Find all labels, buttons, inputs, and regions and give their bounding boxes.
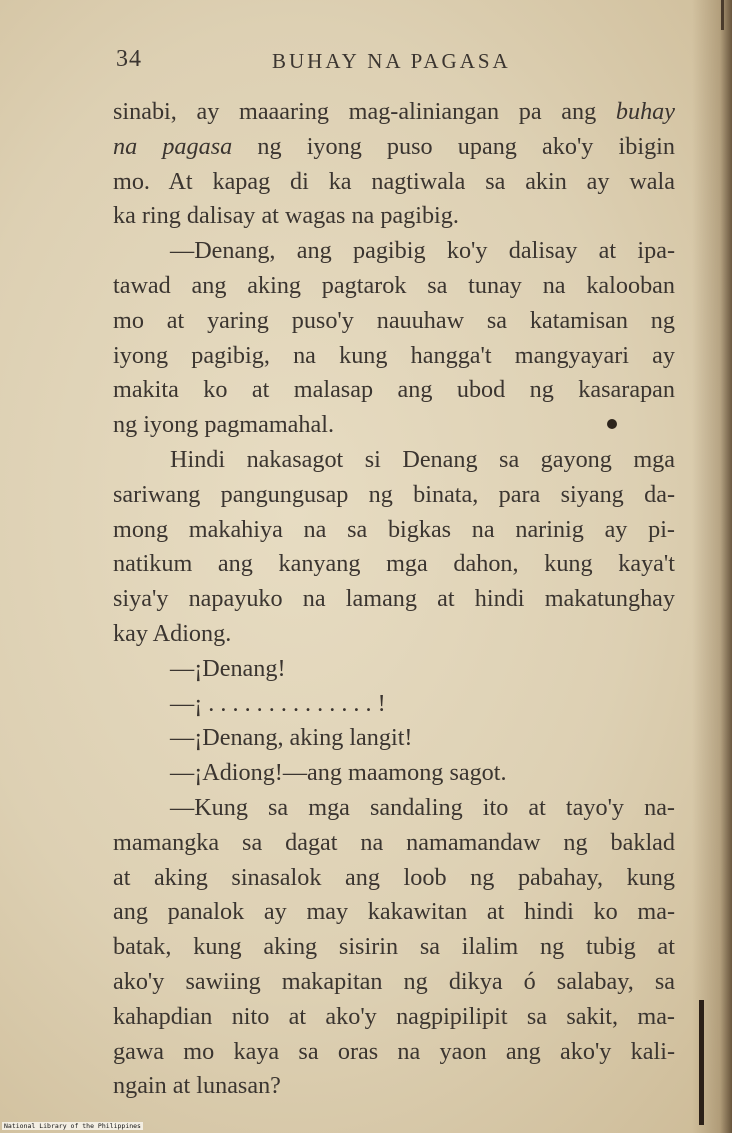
body-text — [113, 95, 675, 1104]
text-line: ang panalok ay may kakawitan at hindi ko ma- — [113, 898, 675, 926]
text-line: at aking sinasalok ang loob ng pabahay, kung — [113, 863, 675, 891]
text-line: tawad ang aking pagtarok sa tunay na kalooban — [113, 271, 675, 299]
text-line: —Kung sa mga sandaling ito at tayo'y na- — [170, 793, 675, 821]
italic-text: na pagasa — [113, 132, 233, 160]
text-line: ngain at lunasan? — [113, 1072, 281, 1100]
text-line: —Denang, ang pagibig ko'y dalisay at ipa- — [170, 237, 675, 265]
paragraph — [113, 130, 675, 165]
text-line: Hindi nakasagot si Denang sa gayong mga — [170, 445, 675, 473]
text-line: kahapdian nito at ako'y nagpipilipit sa sakit, ma- — [113, 1002, 675, 1030]
dialogue-line: —¡Denang, aking langit! — [170, 724, 413, 752]
binding-edge — [699, 1000, 704, 1125]
text-line: ka ring dalisay at wagas na pagibig. — [113, 202, 459, 230]
source-credit: National Library of the Philippines — [4, 1122, 141, 1130]
dialogue-line: —¡Denang! — [170, 654, 286, 682]
dialogue-line: —¡ . . . . . . . . . . . . . . ! — [170, 689, 386, 717]
text-line: natikum ang kanyang mga dahon, kung kaya't — [113, 550, 675, 578]
dialogue-line: —¡Adiong!—ang maamong sagot. — [170, 759, 507, 787]
page-header — [0, 46, 732, 76]
text-line: mo at yaring puso'y nauuhaw sa katamisan ng — [113, 306, 675, 334]
text-line: sinabi, ay maaaring mag-aliniangan pa ang — [113, 98, 616, 125]
text-line: mamangka sa dagat na namamandaw ng baklad — [113, 828, 675, 856]
paragraph — [113, 95, 675, 130]
text-line: siya'y napayuko na lamang at hindi makatunghay — [113, 585, 675, 613]
text-line: ng iyong pagmamahal. — [113, 411, 334, 439]
text-line: ng iyong puso upang ako'y ibigin — [232, 132, 675, 160]
text-line: mo. At kapag di ka nagtiwala sa akin ay wala — [113, 167, 675, 195]
page-edge-shadow — [692, 0, 732, 1133]
italic-text: buhay — [615, 98, 675, 125]
text-line: makita ko at malasap ang ubod ng kasarapan — [113, 376, 675, 404]
text-line: iyong pagibig, na kung hangga't mangyayari ay — [113, 341, 675, 369]
text-line: sariwang pangungusap ng binata, para siyang da- — [113, 480, 675, 508]
binding-edge-top — [721, 0, 724, 30]
running-title: BUHAY NA PAGASA — [272, 49, 511, 73]
text-line: mong makahiya na sa bigkas na narinig ay pi- — [113, 515, 675, 543]
text-line: batak, kung aking sisirin sa ilalim ng tubig at — [113, 933, 675, 961]
text-line: gawa mo kaya sa oras na yaon ang ako'y kali- — [113, 1037, 675, 1065]
text-line: kay Adiong. — [113, 619, 232, 647]
page-number: 34 — [116, 46, 142, 72]
text-line: ako'y sawiing makapitan ng dikya ó salabay, sa — [113, 967, 675, 995]
